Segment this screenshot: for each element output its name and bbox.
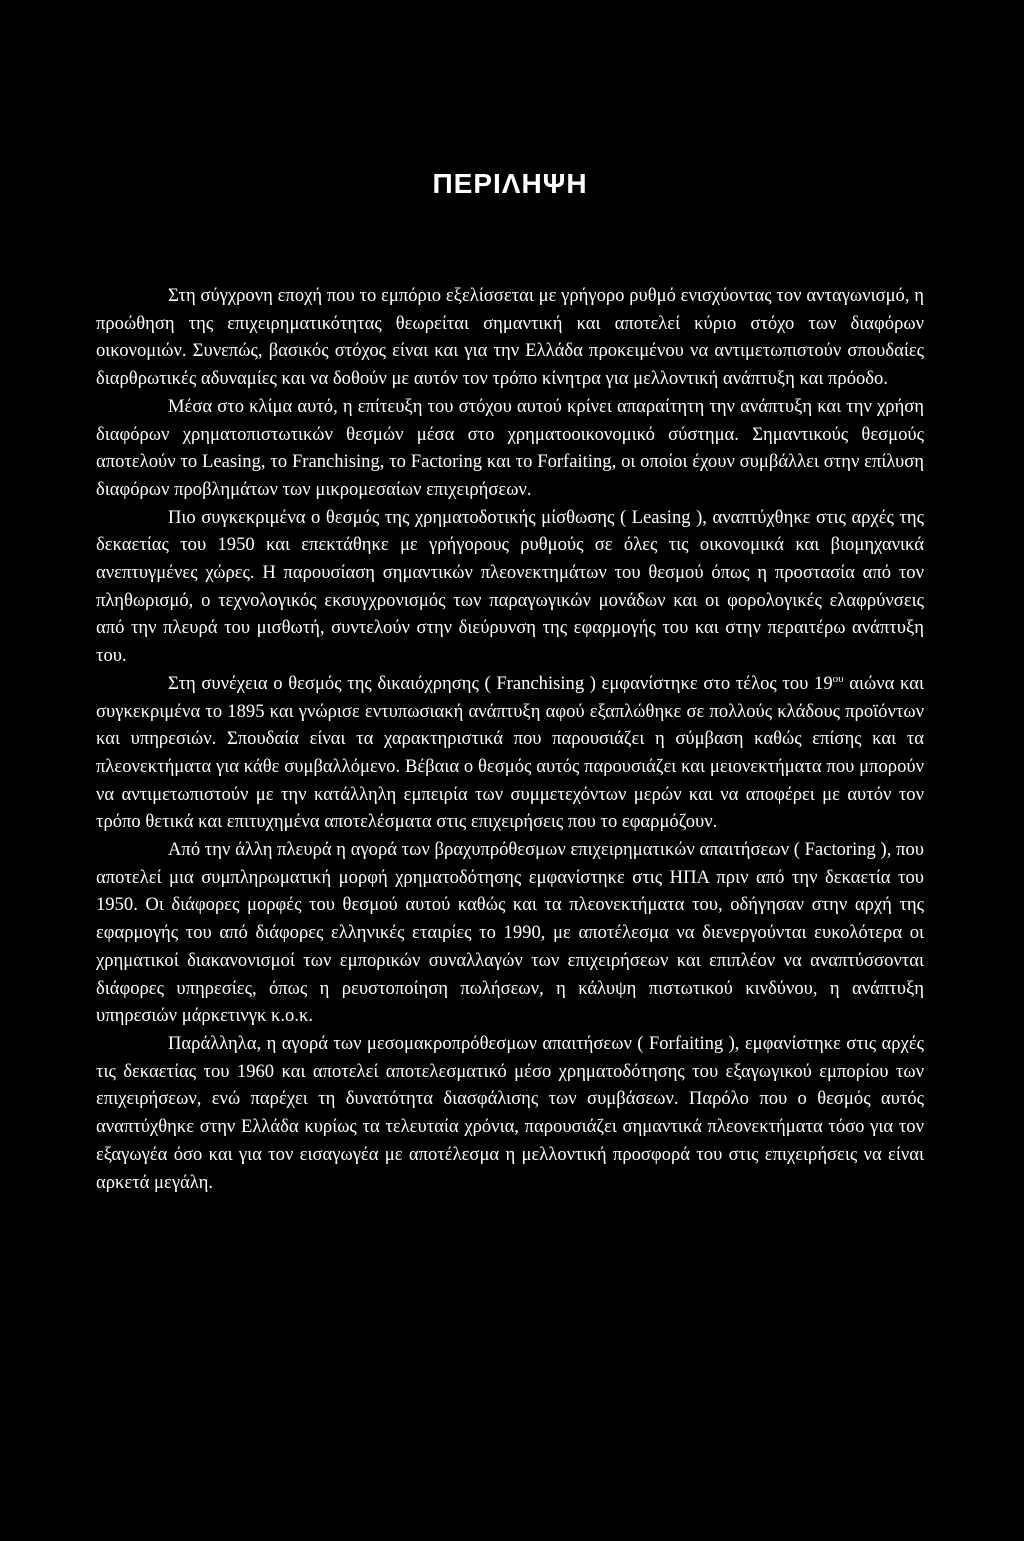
paragraph-franchising	[96, 670, 924, 836]
franchising-text-end: αιώνα και συγκεκριμένα το 1895 και γνώρισε εντυπωσιακή ανάπτυξη αφού εξαπλώθηκε σε πολλούς κλάδους προϊόντων και υπηρεσιών. Σπουδαία είναι τα χαρακτηριστικά που παρουσιάζει η σύμβαση καθώς επίσης και τα πλεονεκτήματα για κάθε συμβαλλόμενο. Βέβαια ο θεσμός αυτός παρουσιάζει και μειονεκτήματα που μπορούν να αντιμετωπιστούν με την κατάλληλη εμπειρία των συμμετεχόντων μερών και να αποφέρει με αυτόν τον τρόπο θετικά και επιτυχημένα αποτελέσματα στις επιχειρήσεις που το εφαρμόζουν.	[96, 672, 924, 833]
franchising-text-start: Στη συνέχεια ο θεσμός της δικαιόχρησης ( Franchising ) εμφανίστηκε στο τέλος του 19	[168, 672, 833, 694]
document-page	[96, 168, 924, 1196]
paragraph-leasing: Πιο συγκεκριμένα ο θεσμός της χρηματοδοτικής μίσθωσης ( Leasing ), αναπτύχθηκε στις αρχές της δεκαετίας του 1950 και επεκτάθηκε με γρήγορους ρυθμούς σε όλες τις οικονομικά και βιομηχανικά ανεπτυγμένες χώρες. Η παρουσίαση σημαντικών πλεονεκτημάτων του θεσμού όπως η προστασία από τον πληθωρισμό, ο τεχνολογικός εκσυγχρονισμός των παραγωγικών μονάδων και οι φορολογικές ελαφρύνσεις από την πλευρά του μισθωτή, συντελούν στην διεύρυνση της εφαρμογής του και στην περαιτέρω ανάπτυξη του.	[96, 506, 924, 667]
paragraph-institutions: Μέσα στο κλίμα αυτό, η επίτευξη του στόχου αυτού κρίνει απαραίτητη την ανάπτυξη και την χρήση διαφόρων χρηματοπιστωτικών θεσμών μέσα στο χρηματοοικονομικό σύστημα. Σημαντικούς θεσμούς αποτελούν το Leasing, το Franchising, το Factoring και το Forfaiting, οι οποίοι έχουν συμβάλλει στην επίλυση διαφόρων προβλημάτων των μικρομεσαίων επιχειρήσεων.	[96, 395, 924, 500]
paragraph-forfaiting: Παράλληλα, η αγορά των μεσομακροπρόθεσμων απαιτήσεων ( Forfaiting ), εμφανίστηκε στις αρχές τις δεκαετίας του 1960 και αποτελεί αποτελεσματικό μέσο χρηματοδότησης του εξαγωγικού εμπορίου των επιχειρήσεων, ενώ παρέχει τη δυνατότητα διασφάλισης των συμβάσεων. Παρόλο που ο θεσμός αυτός αναπτύχθηκε στην Ελλάδα κυρίως τα τελευταία χρόνια, παρουσιάζει σημαντικά πλεονεκτήματα τόσο για τον εξαγωγέα όσο και για τον εισαγωγέα με αποτέλεσμα η μελλοντική προσφορά του στις επιχειρήσεις να είναι αρκετά μεγάλη.	[96, 1032, 924, 1193]
paragraph-intro: Στη σύγχρονη εποχή που το εμπόριο εξελίσσεται με γρήγορο ρυθμό ενισχύοντας τον ανταγωνισμό, η προώθηση της επιχειρηματικότητας θεωρείται σημαντική και αποτελεί κύριο στόχο των διαφόρων οικονομιών. Συνεπώς, βασικός στόχος είναι και για την Ελλάδα προκειμένου να αντιμετωπιστούν σπουδαίες διαρθρωτικές αδυναμίες και να δοθούν με αυτόν τον τρόπο κίνητρα για μελλοντική ανάπτυξη και πρόοδο.	[96, 285, 924, 390]
century-superscript: ου	[832, 672, 844, 685]
paragraph-factoring: Από την άλλη πλευρά η αγορά των βραχυπρόθεσμων επιχειρηματικών απαιτήσεων ( Factoring ), που αποτελεί μια συμπληρωματική μορφή χρηματοδότησης εμφανίστηκε στις ΗΠΑ πριν από την δεκαετία του 1950. Οι διάφορες μορφές του θεσμού αυτού καθώς και τα πλεονεκτήματα του, οδήγησαν στην αρχή της εφαρμογής του από διάφορες ελληνικές εταιρίες το 1990, με αποτέλεσμα να διενεργούνται ευκολότερα οι χρηματικοί διακανονισμοί των εμπορικών συναλλαγών των επιχειρήσεων και επιπλέον να αναπτύσσονται διάφορες υπηρεσίες, όπως η ρευστοποίηση πωλήσεων, η κάλυψη πιστωτικού κινδύνου, η ανάπτυξη υπηρεσιών μάρκετινγκ κ.ο.κ.	[96, 839, 924, 1027]
page-title: ΠΕΡΙΛΗΨΗ	[432, 168, 588, 199]
